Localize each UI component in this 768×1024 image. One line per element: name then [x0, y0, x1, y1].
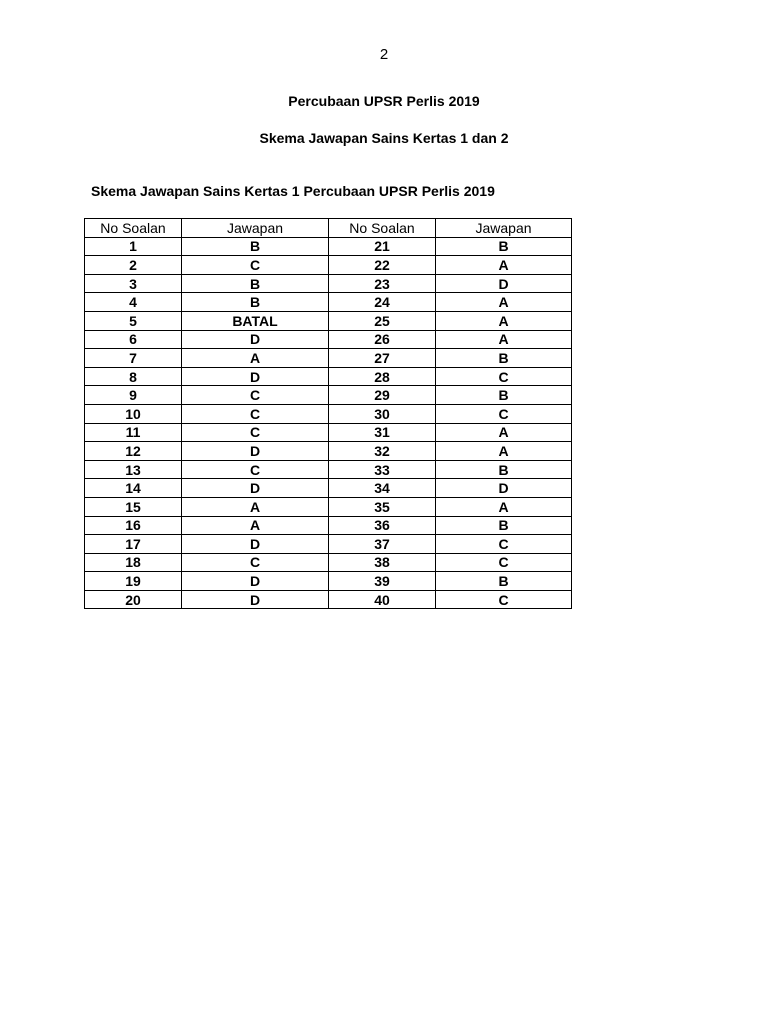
answer-cell: D	[182, 479, 329, 498]
question-no-cell: 31	[329, 423, 436, 442]
question-no-cell: 39	[329, 572, 436, 591]
question-no-cell: 37	[329, 535, 436, 554]
answer-cell: A	[182, 516, 329, 535]
table-row	[85, 590, 572, 609]
table-row	[85, 330, 572, 349]
question-no-cell: 4	[85, 293, 182, 312]
table-row	[85, 516, 572, 535]
answer-cell: A	[436, 256, 572, 275]
table-row	[85, 404, 572, 423]
table-row	[85, 349, 572, 368]
answer-cell: A	[182, 349, 329, 368]
question-no-cell: 27	[329, 349, 436, 368]
question-no-cell: 29	[329, 386, 436, 405]
table-row	[85, 311, 572, 330]
question-no-cell: 5	[85, 311, 182, 330]
answer-cell: B	[436, 572, 572, 591]
question-no-cell: 38	[329, 553, 436, 572]
table-row	[85, 442, 572, 461]
table-row	[85, 479, 572, 498]
table-row	[85, 535, 572, 554]
question-no-cell: 32	[329, 442, 436, 461]
header-answer-right: Jawapan	[436, 219, 572, 238]
answer-cell: C	[182, 553, 329, 572]
question-no-cell: 1	[85, 237, 182, 256]
answer-cell: C	[436, 404, 572, 423]
table-title: Skema Jawapan Sains Kertas 1 Percubaan UPSR Perlis 2019	[91, 183, 495, 199]
answer-cell: D	[182, 442, 329, 461]
question-no-cell: 26	[329, 330, 436, 349]
question-no-cell: 10	[85, 404, 182, 423]
table-row	[85, 572, 572, 591]
answer-table-header	[85, 219, 572, 238]
table-row	[85, 237, 572, 256]
answer-cell: A	[436, 442, 572, 461]
question-no-cell: 6	[85, 330, 182, 349]
table-row	[85, 423, 572, 442]
answer-cell: C	[182, 460, 329, 479]
answer-cell: B	[182, 274, 329, 293]
question-no-cell: 40	[329, 590, 436, 609]
answer-cell: B	[182, 293, 329, 312]
question-no-cell: 25	[329, 311, 436, 330]
table-row	[85, 460, 572, 479]
header-question-no-left: No Soalan	[85, 219, 182, 238]
answer-table-body	[85, 237, 572, 609]
answer-cell: A	[436, 311, 572, 330]
question-no-cell: 23	[329, 274, 436, 293]
answer-cell: D	[182, 330, 329, 349]
header-answer-left: Jawapan	[182, 219, 329, 238]
question-no-cell: 14	[85, 479, 182, 498]
answer-cell: C	[436, 590, 572, 609]
answer-cell: B	[436, 516, 572, 535]
question-no-cell: 24	[329, 293, 436, 312]
question-no-cell: 15	[85, 497, 182, 516]
question-no-cell: 8	[85, 367, 182, 386]
answer-scheme-title: Skema Jawapan Sains Kertas 1 dan 2	[259, 130, 509, 146]
table-row	[85, 256, 572, 275]
question-no-cell: 13	[85, 460, 182, 479]
question-no-cell: 2	[85, 256, 182, 275]
answer-cell: C	[436, 553, 572, 572]
table-row	[85, 293, 572, 312]
answer-cell: B	[436, 349, 572, 368]
question-no-cell: 7	[85, 349, 182, 368]
table-row	[85, 386, 572, 405]
answer-cell: A	[436, 293, 572, 312]
question-no-cell: 34	[329, 479, 436, 498]
question-no-cell: 3	[85, 274, 182, 293]
answer-table	[84, 218, 572, 609]
question-no-cell: 19	[85, 572, 182, 591]
table-row	[85, 497, 572, 516]
header-row	[85, 219, 572, 238]
answer-cell: A	[436, 423, 572, 442]
question-no-cell: 9	[85, 386, 182, 405]
answer-cell: BATAL	[182, 311, 329, 330]
answer-cell: C	[436, 535, 572, 554]
answer-cell: A	[436, 497, 572, 516]
answer-cell: A	[436, 330, 572, 349]
answer-cell: C	[182, 423, 329, 442]
answer-cell: C	[436, 367, 572, 386]
question-no-cell: 11	[85, 423, 182, 442]
answer-cell: B	[436, 386, 572, 405]
answer-cell: B	[436, 460, 572, 479]
question-no-cell: 21	[329, 237, 436, 256]
question-no-cell: 22	[329, 256, 436, 275]
answer-cell: C	[182, 404, 329, 423]
question-no-cell: 18	[85, 553, 182, 572]
question-no-cell: 30	[329, 404, 436, 423]
answer-cell: A	[182, 497, 329, 516]
answer-cell: D	[182, 367, 329, 386]
answer-cell: D	[182, 590, 329, 609]
answer-cell: B	[182, 237, 329, 256]
answer-cell: D	[436, 274, 572, 293]
answer-cell: D	[436, 479, 572, 498]
answer-cell: C	[182, 386, 329, 405]
question-no-cell: 28	[329, 367, 436, 386]
header-question-no-right: No Soalan	[329, 219, 436, 238]
table-row	[85, 553, 572, 572]
question-no-cell: 33	[329, 460, 436, 479]
question-no-cell: 12	[85, 442, 182, 461]
table-row	[85, 274, 572, 293]
page-number: 2	[379, 46, 389, 63]
question-no-cell: 17	[85, 535, 182, 554]
question-no-cell: 35	[329, 497, 436, 516]
answer-cell: B	[436, 237, 572, 256]
answer-cell: D	[182, 535, 329, 554]
question-no-cell: 36	[329, 516, 436, 535]
answer-cell: C	[182, 256, 329, 275]
answer-cell: D	[182, 572, 329, 591]
question-no-cell: 20	[85, 590, 182, 609]
exam-title: Percubaan UPSR Perlis 2019	[288, 93, 480, 109]
table-row	[85, 367, 572, 386]
question-no-cell: 16	[85, 516, 182, 535]
